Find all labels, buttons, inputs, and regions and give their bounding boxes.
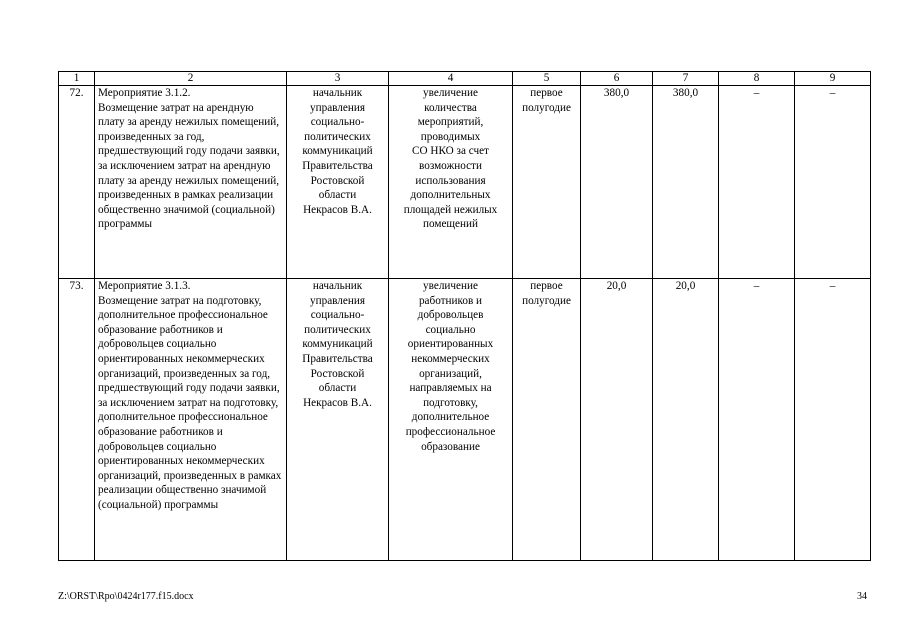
header-cell-8: 8 (719, 72, 795, 86)
value-col-9: – (795, 86, 871, 279)
value-col-6: 20,0 (581, 279, 653, 561)
header-cell-7: 7 (653, 72, 719, 86)
header-cell-4: 4 (389, 72, 513, 86)
value-col-8: – (719, 279, 795, 561)
value-col-6: 380,0 (581, 86, 653, 279)
value-col-7: 380,0 (653, 86, 719, 279)
row-number: 72. (59, 86, 95, 279)
header-row (59, 72, 871, 86)
expected-result: увеличение работников и добровольцев социально ориентированных некоммерческих организаций, направляемых на подготовку, дополнительное профессиональное образование (389, 279, 513, 561)
table-row (59, 86, 871, 279)
event-description: Мероприятие 3.1.3. Возмещение затрат на подготовку, дополнительное профессиональное образование работников и добровольцев социально ориентированных некоммерческих организаций, произведенных за год, предшествующий году подачи заявки, за исключением затрат на подготовку, дополнительное профессиональное образование работников и добровольцев социально ориентированных некоммерческих организаций, произведенных в рамках реализации общественно значимой (социальной) программы (95, 279, 287, 561)
row-number: 73. (59, 279, 95, 561)
value-col-7: 20,0 (653, 279, 719, 561)
period: первое полугодие (513, 279, 581, 561)
responsible-person: начальник управления социально- политических коммуникаций Правительства Ростовской области Некрасов В.А. (287, 279, 389, 561)
period: первое полугодие (513, 86, 581, 279)
file-path: Z:\ORST\Rpo\0424r177.f15.docx (58, 591, 194, 602)
header-cell-2: 2 (95, 72, 287, 86)
value-col-9: – (795, 279, 871, 561)
value-col-8: – (719, 86, 795, 279)
responsible-person: начальник управления социально- политических коммуникаций Правительства Ростовской области Некрасов В.А. (287, 86, 389, 279)
header-cell-9: 9 (795, 72, 871, 86)
header-cell-6: 6 (581, 72, 653, 86)
activities-table (58, 71, 871, 561)
header-cell-1: 1 (59, 72, 95, 86)
table-row (59, 279, 871, 561)
expected-result: увеличение количества мероприятий, проводимых СО НКО за счет возможности использования дополнительных площадей нежилых помещений (389, 86, 513, 279)
header-cell-3: 3 (287, 72, 389, 86)
page-number: 34 (857, 591, 867, 602)
header-cell-5: 5 (513, 72, 581, 86)
event-description: Мероприятие 3.1.2. Возмещение затрат на арендную плату за аренду нежилых помещений, произведенных за год, предшествующий году подачи заявки, за исключением затрат на арендную плату за аренду нежилых помещений, произведенных в рамках реализации общественно значимой (социальной) программы (95, 86, 287, 279)
